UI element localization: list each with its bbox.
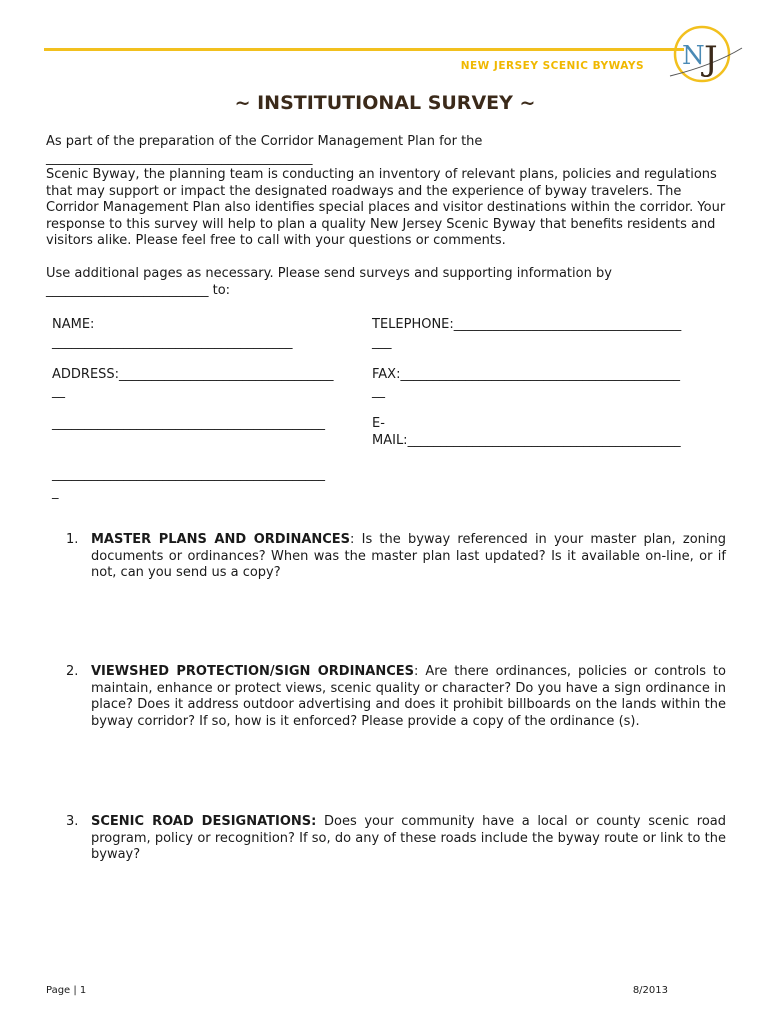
question-text: : Is the byway referenced in your master plan, zoning documents or ordinances? When was the master plan last updated? Is it available on-line, or if not, can you send us a copy? (91, 532, 726, 580)
brand-text: NEW JERSEY SCENIC BYWAYS (460, 60, 644, 72)
address-field-cont[interactable]: __ (52, 384, 65, 399)
question-text: Does your community have a local or county scenic road program, policy or recognition? If so, do any of these roads include the byway route or link to the byway? (91, 814, 726, 862)
question-text: : Are there ordinances, policies or controls to maintain, enhance or protect views, scenic quality or character? Do you have a sign ordinance in place? Does it address outdoor advertising and does it prohibit billboards on the lands within the byway corridor? If so, how is it enforced? Please provide a copy of the ordinance (s). (91, 664, 726, 729)
email-field[interactable]: MAIL:__________________________________________ (372, 433, 681, 448)
instructions-line2[interactable]: _________________________ to: (46, 282, 231, 298)
intro-paragraph (46, 134, 726, 250)
page-number: Page | 1 (46, 985, 87, 996)
question-1 (66, 532, 726, 582)
footer-date: 8/2013 (632, 985, 668, 996)
page-title: ~ INSTITUTIONAL SURVEY ~ (234, 92, 536, 114)
logo-n: N (682, 41, 705, 71)
question-number: 2. (66, 664, 79, 679)
name-field[interactable]: _____________________________________ (52, 335, 293, 350)
logo-j: J (704, 39, 718, 79)
email-label: E- (372, 416, 385, 431)
address-line3-field-cont[interactable]: _ (52, 485, 59, 500)
question-heading: VIEWSHED PROTECTION/SIGN ORDINANCES (91, 664, 415, 679)
question-number: 3. (66, 814, 79, 829)
question-number: 1. (66, 532, 79, 547)
nj-logo (664, 18, 744, 88)
name-label: NAME: (52, 317, 95, 332)
fax-field[interactable]: FAX:___________________________________________ (372, 367, 680, 382)
intro-blank[interactable]: _________________________________________ (46, 150, 313, 166)
question-heading: SCENIC ROAD DESIGNATIONS: (91, 814, 317, 829)
address-line3-field[interactable]: __________________________________________ (52, 467, 325, 482)
address-field[interactable]: ADDRESS:_________________________________ (52, 367, 334, 382)
header-rule (44, 48, 684, 51)
instructions-line1: Use additional pages as necessary. Please send surveys and supporting information by (46, 266, 612, 281)
telephone-field-cont[interactable]: ___ (372, 335, 392, 350)
intro-line1: As part of the preparation of the Corridor Management Plan for the (46, 134, 483, 149)
question-2 (66, 664, 726, 730)
instructions (46, 266, 726, 299)
fax-field-cont[interactable]: __ (372, 384, 385, 399)
question-heading: MASTER PLANS AND ORDINANCES (91, 532, 351, 547)
question-3 (66, 814, 726, 864)
telephone-field[interactable]: TELEPHONE:___________________________________ (372, 317, 682, 332)
address-line2-field[interactable]: __________________________________________ (52, 416, 325, 431)
intro-body: Scenic Byway, the planning team is conducting an inventory of relevant plans, policies and regulations that may support or impact the designated roadways and the experience of byway travelers. The Corridor Management Plan also identifies special places and visitor destinations within the corridor. Your response to this survey will help to plan a quality New Jersey Scenic Byway that benefits residents and visitors alike. Please feel free to call with your questions or comments. (46, 167, 726, 248)
